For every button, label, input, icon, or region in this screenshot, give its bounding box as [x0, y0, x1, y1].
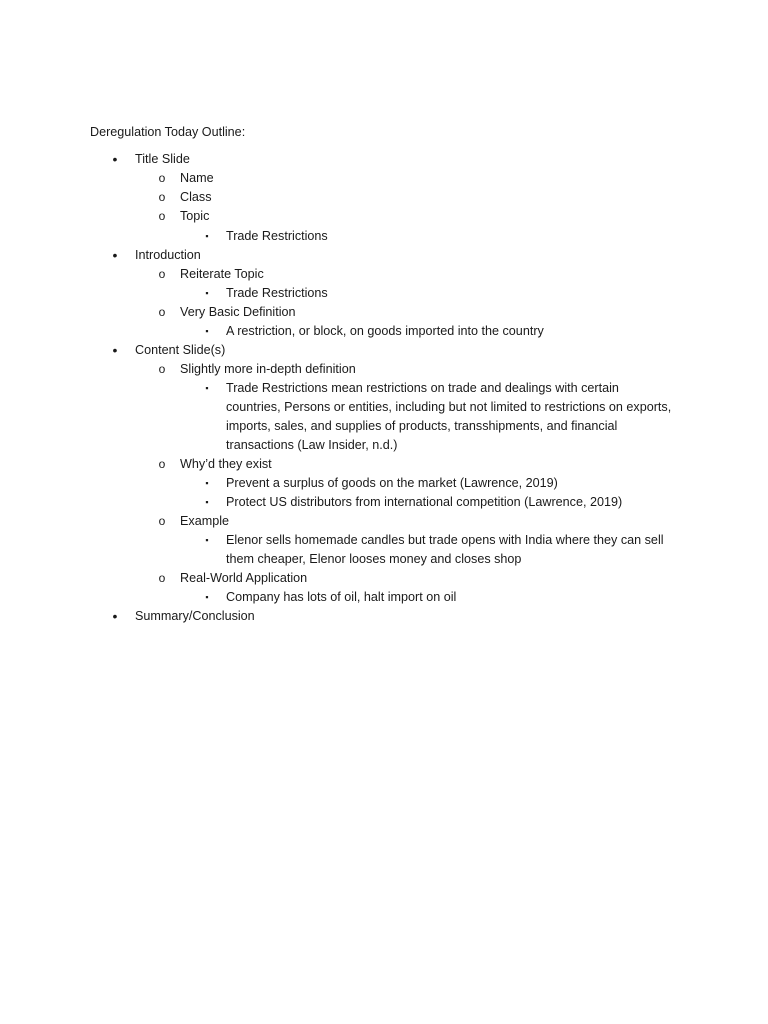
bullet-level2: o — [158, 305, 166, 319]
bullet-level3: ▪ — [205, 478, 209, 488]
bullet-level2: o — [158, 190, 166, 204]
outline-item-title-slide: Title Slide — [135, 152, 190, 166]
bullet-level3: ▪ — [205, 231, 209, 241]
bullet-level1: • — [112, 151, 118, 167]
bullet-level3: ▪ — [205, 288, 209, 298]
outline-subitem-name: Name — [180, 171, 214, 185]
outline-item-introduction: Introduction — [135, 248, 201, 262]
outline-detail-reiterate: Trade Restrictions — [226, 286, 328, 300]
bullet-level2: o — [158, 571, 166, 585]
bullet-level3: ▪ — [205, 535, 209, 545]
bullet-level3: ▪ — [205, 326, 209, 336]
outline-item-content: Content Slide(s) — [135, 343, 226, 357]
outline-subitem-topic: Topic — [180, 209, 210, 223]
outline-detail-example: Elenor sells homemade candles but trade opens with India where they can sell them cheaper, Elenor looses money and closes shop — [226, 533, 664, 566]
outline-detail-definition: A restriction, or block, on goods imported into the country — [226, 324, 544, 338]
outline-detail-realworld: Company has lots of oil, halt import on oil — [226, 590, 457, 604]
outline-subitem-why: Why’d they exist — [180, 457, 272, 471]
outline-subitem-example: Example — [180, 514, 229, 528]
outline-item-summary: Summary/Conclusion — [135, 609, 255, 623]
outline-detail-why-1: Prevent a surplus of goods on the market (Lawrence, 2019) — [226, 476, 558, 490]
document-title: Deregulation Today Outline: — [90, 125, 246, 139]
bullet-level3: ▪ — [205, 592, 209, 602]
outline-detail-why-2: Protect US distributors from international competition (Lawrence, 2019) — [226, 495, 623, 509]
outline-subitem-definition: Very Basic Definition — [180, 305, 296, 319]
bullet-level2: o — [158, 457, 166, 471]
outline-detail-topic: Trade Restrictions — [226, 229, 328, 243]
bullet-level2: o — [158, 514, 166, 528]
outline-detail-indepth: Trade Restrictions mean restrictions on trade and dealings with certain countries, Persons or entities, including but not limited to restrictions on exports, imports, sales, and supplies of products, transshipments, and financial transactions (Law Insider, n.d.) — [226, 381, 672, 452]
bullet-level1: • — [112, 247, 118, 263]
outline-subitem-realworld: Real-World Application — [180, 571, 308, 585]
bullet-level2: o — [158, 209, 166, 223]
bullet-level2: o — [158, 171, 166, 185]
outline-subitem-indepth: Slightly more in-depth definition — [180, 362, 356, 376]
bullet-level3: ▪ — [205, 497, 209, 507]
bullet-level2: o — [158, 362, 166, 376]
outline-subitem-class: Class — [180, 190, 212, 204]
bullet-level2: o — [158, 267, 166, 281]
bullet-level3: ▪ — [205, 383, 209, 393]
bullet-level1: • — [112, 608, 118, 624]
bullet-level1: • — [112, 342, 118, 358]
outline-subitem-reiterate: Reiterate Topic — [180, 267, 264, 281]
